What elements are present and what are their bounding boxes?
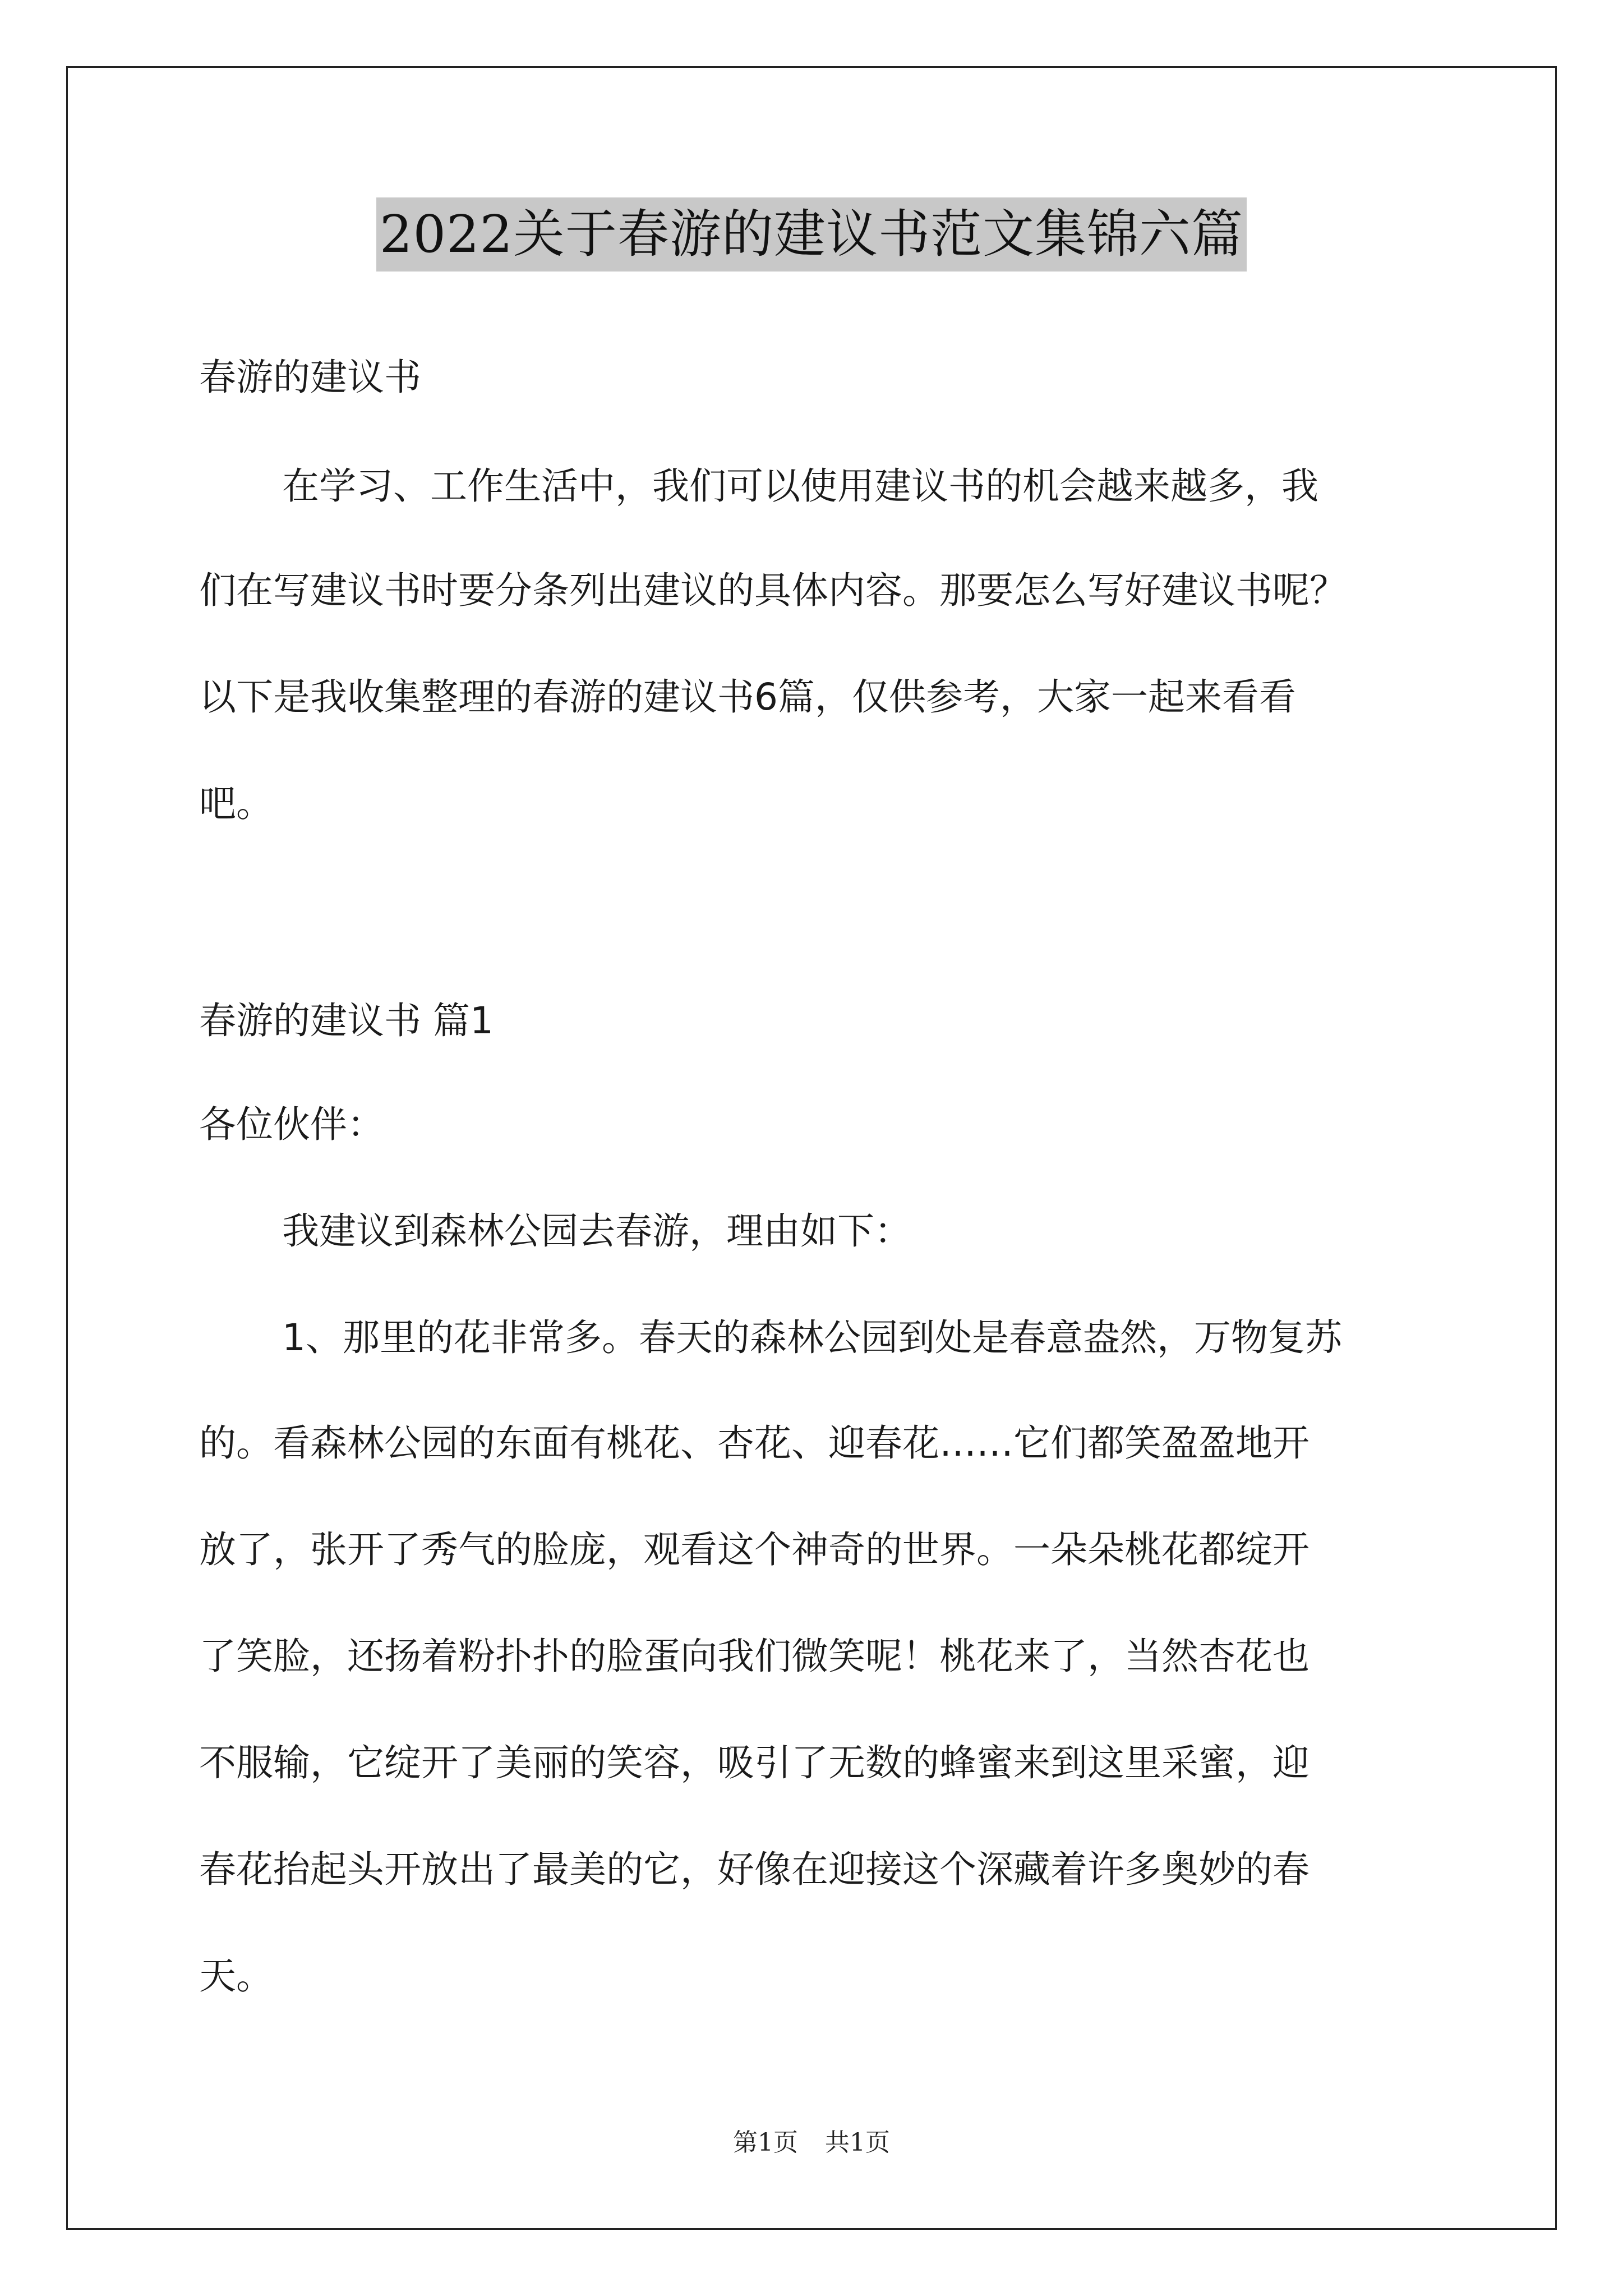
point1-line-2: 的。看森林公园的东面有桃花、杏花、迎春花……它们都笑盈盈地开 <box>199 1421 1310 1465</box>
document-title: 2022关于春游的建议书范文集锦六篇 <box>376 197 1247 272</box>
intro-line-1: 在学习、工作生活中，我们可以使用建议书的机会越来越多，我 <box>282 464 1318 508</box>
point1-line-3: 放了，张开了秀气的脸庞，观看这个神奇的世界。一朵朵桃花都绽开 <box>199 1528 1310 1571</box>
point1-line-4: 了笑脸，还扬着粉扑扑的脸蛋向我们微笑呢！桃花来了，当然杏花也 <box>199 1635 1310 1678</box>
point1-line-7: 天。 <box>199 1954 273 1998</box>
point1-line-5: 不服输，它绽开了美丽的笑容，吸引了无数的蜂蜜来到这里采蜜，迎 <box>199 1741 1310 1784</box>
point1-line-6: 春花抬起头开放出了最美的它，好像在迎接这个深藏着许多奥妙的春 <box>199 1848 1310 1891</box>
salutation: 各位伙伴： <box>199 1103 384 1146</box>
intro-line-2: 们在写建议书时要分条列出建议的具体内容。那要怎么写好建议书呢？ <box>199 569 1347 612</box>
point1-line-1: 1、那里的花非常多。春天的森林公园到处是春意盎然，万物复苏 <box>282 1316 1342 1359</box>
intro-line-3: 以下是我收集整理的春游的建议书6篇，仅供参考，大家一起来看看 <box>199 675 1296 719</box>
section-heading: 春游的建议书 <box>199 356 421 399</box>
title-container <box>0 197 1623 272</box>
intro-line-4: 吧。 <box>199 782 273 825</box>
proposal-line: 我建议到森林公园去春游，理由如下： <box>282 1209 911 1253</box>
page-total: 共1页 <box>825 2128 890 2157</box>
article-title: 春游的建议书 篇1 <box>199 999 494 1042</box>
page-number: 第1页 <box>733 2128 798 2157</box>
page-footer <box>0 2126 1623 2160</box>
